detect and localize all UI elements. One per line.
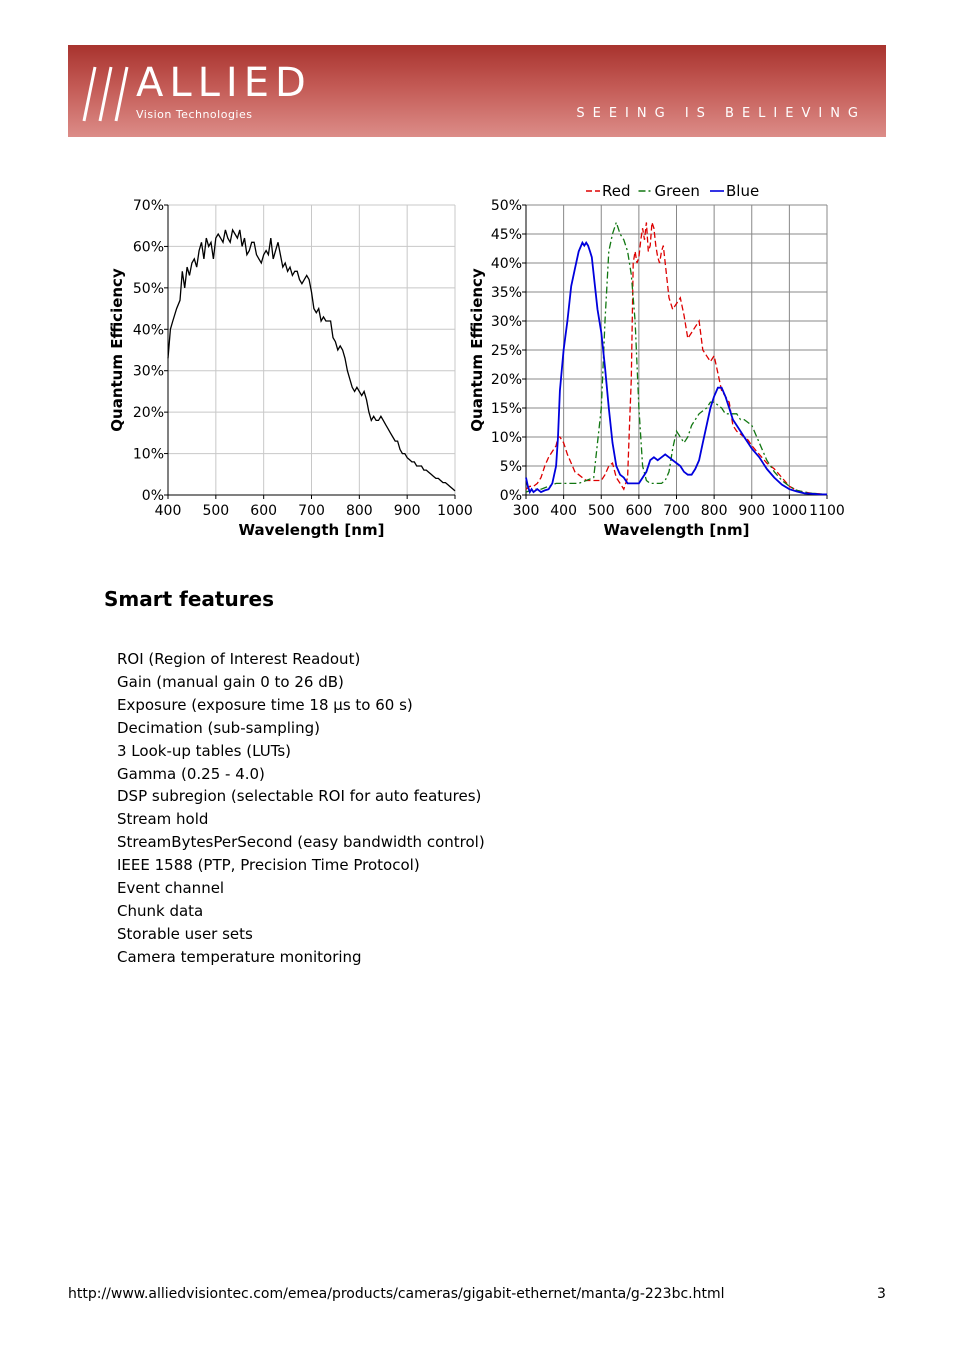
x-tick-label: 900 (393, 503, 421, 519)
y-tick-label: 5% (499, 459, 522, 475)
x-tick-label: 400 (550, 503, 577, 519)
y-tick-label: 25% (490, 343, 522, 359)
page-number: 3 (877, 1286, 886, 1302)
x-axis-label: Wavelength [nm] (238, 521, 385, 539)
feature-item: 3 Look-up tables (LUTs) (117, 741, 292, 760)
y-tick-label: 10% (490, 430, 522, 446)
x-tick-label: 800 (700, 503, 728, 519)
y-tick-label: 70% (132, 198, 164, 214)
section-title: Smart features (104, 587, 275, 611)
legend-label-red: Red (602, 182, 631, 200)
y-tick-label: 50% (132, 280, 164, 297)
triple-slash-logo-icon (82, 65, 136, 123)
y-tick-label: 20% (490, 372, 522, 388)
feature-item: Decimation (sub-sampling) (117, 718, 320, 737)
y-tick-label: 20% (132, 405, 164, 422)
y-tick-label: 35% (490, 285, 522, 301)
y-tick-label: 30% (132, 363, 164, 380)
y-tick-label: 10% (132, 446, 164, 463)
x-tick-label: 1000 (771, 503, 808, 519)
feature-list (117, 648, 485, 969)
color-qe-chart (460, 180, 860, 550)
x-tick-label: 1100 (809, 503, 845, 519)
feature-item: Chunk data (117, 901, 204, 920)
y-axis-label: Quantum Efficiency (108, 268, 126, 432)
x-tick-label: 300 (512, 503, 540, 519)
y-tick-label: 40% (132, 322, 164, 339)
y-tick-label: 60% (132, 239, 164, 256)
y-tick-label: 0% (499, 488, 522, 504)
y-tick-label: 40% (490, 256, 522, 272)
y-tick-label: 45% (490, 227, 522, 243)
feature-item: Storable user sets (117, 924, 253, 943)
x-tick-label: 500 (587, 503, 615, 519)
y-tick-label: 30% (490, 314, 522, 330)
legend-label-green: Green (654, 182, 700, 200)
y-tick-label: 0% (141, 488, 164, 504)
feature-item: ROI (Region of Interest Readout) (117, 650, 361, 668)
feature-item: StreamBytesPerSecond (easy bandwidth control) (117, 833, 485, 852)
y-tick-label: 15% (490, 401, 522, 417)
slogan: SEEING IS BELIEVING (576, 106, 866, 121)
brand-name: ALLIED (136, 60, 312, 106)
feature-item: Exposure (exposure time 18 µs to 60 s) (117, 695, 413, 714)
header-banner (68, 45, 886, 137)
x-tick-label: 400 (154, 503, 182, 519)
x-tick-label: 700 (663, 503, 690, 519)
legend-label-blue: Blue (726, 182, 760, 200)
brand-subtitle: Vision Technologies (136, 108, 253, 121)
mono-qe-chart (100, 180, 480, 550)
y-tick-label: 50% (490, 198, 522, 214)
x-tick-label: 500 (202, 503, 230, 519)
x-tick-label: 900 (738, 503, 766, 519)
x-axis-label: Wavelength [nm] (603, 521, 750, 539)
x-tick-label: 700 (298, 503, 325, 519)
x-tick-label: 1000 (437, 503, 473, 519)
footer-url: http://www.alliedvisiontec.com/emea/products/cameras/gigabit-ethernet/manta/g-223bc.html (68, 1286, 725, 1302)
feature-item: Event channel (117, 879, 225, 898)
feature-item: Gain (manual gain 0 to 26 dB) (117, 672, 344, 691)
feature-item: Stream hold (117, 810, 209, 829)
feature-item: Gamma (0.25 - 4.0) (117, 764, 265, 783)
x-tick-label: 600 (250, 503, 278, 519)
y-axis-label: Quantum Efficiency (468, 268, 486, 432)
x-tick-label: 600 (625, 503, 653, 519)
feature-item: IEEE 1588 (PTP, Precision Time Protocol) (117, 856, 420, 875)
x-tick-label: 800 (345, 503, 373, 519)
feature-item: Camera temperature monitoring (117, 947, 362, 966)
feature-item: DSP subregion (selectable ROI for auto features) (117, 787, 482, 806)
